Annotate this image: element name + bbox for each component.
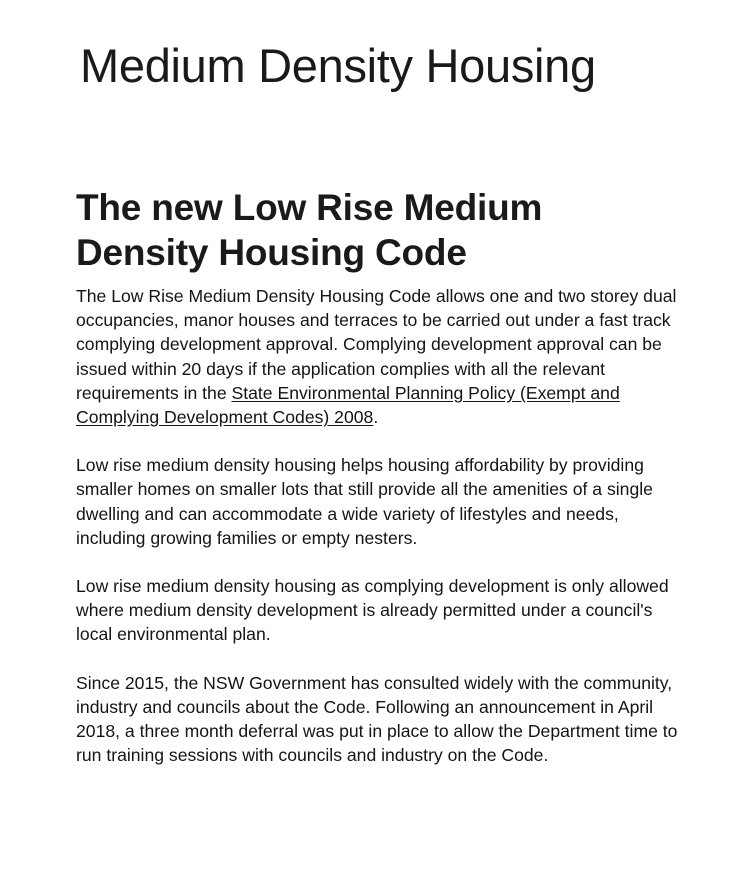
- sepp-policy-link[interactable]: State Environmental Planning Policy (Exempt and Complying Development Codes) 2008: [76, 382, 620, 428]
- page-title: Medium Density Housing: [80, 39, 596, 92]
- paragraph-affordability: Low rise medium density housing helps housing affordability by providing smaller homes on smaller lots that still provide all the amenities of a single dwelling and can accommodate a wide variety of lifestyles and needs, including growing families or empty nesters.: [76, 455, 653, 548]
- paragraph-text: .: [373, 407, 379, 428]
- paragraph-code-overview: [76, 284, 684, 429]
- paragraph-consultation: Since 2015, the NSW Government has consulted widely with the community, industry and councils about the Code. Following an announcement in April 2018, a three month deferral was put in place to allow the Department time to run training sessions with councils and industry on the Code.: [76, 672, 678, 766]
- section-heading: The new Low Rise Medium Density Housing Code: [76, 187, 543, 273]
- paragraph-text: The Low Rise Medium Density Housing Code allows one and two storey dual occupancies, manor houses and terraces to be carried out under a fast track complying development approval. Complying development approval can be issued within 20 days if the application complies with all the relevant requirements in the: [76, 286, 677, 403]
- paragraph-permitted-zones: Low rise medium density housing as complying development is only allowed where medium density development is already permitted under a council's local environmental plan.: [76, 576, 669, 645]
